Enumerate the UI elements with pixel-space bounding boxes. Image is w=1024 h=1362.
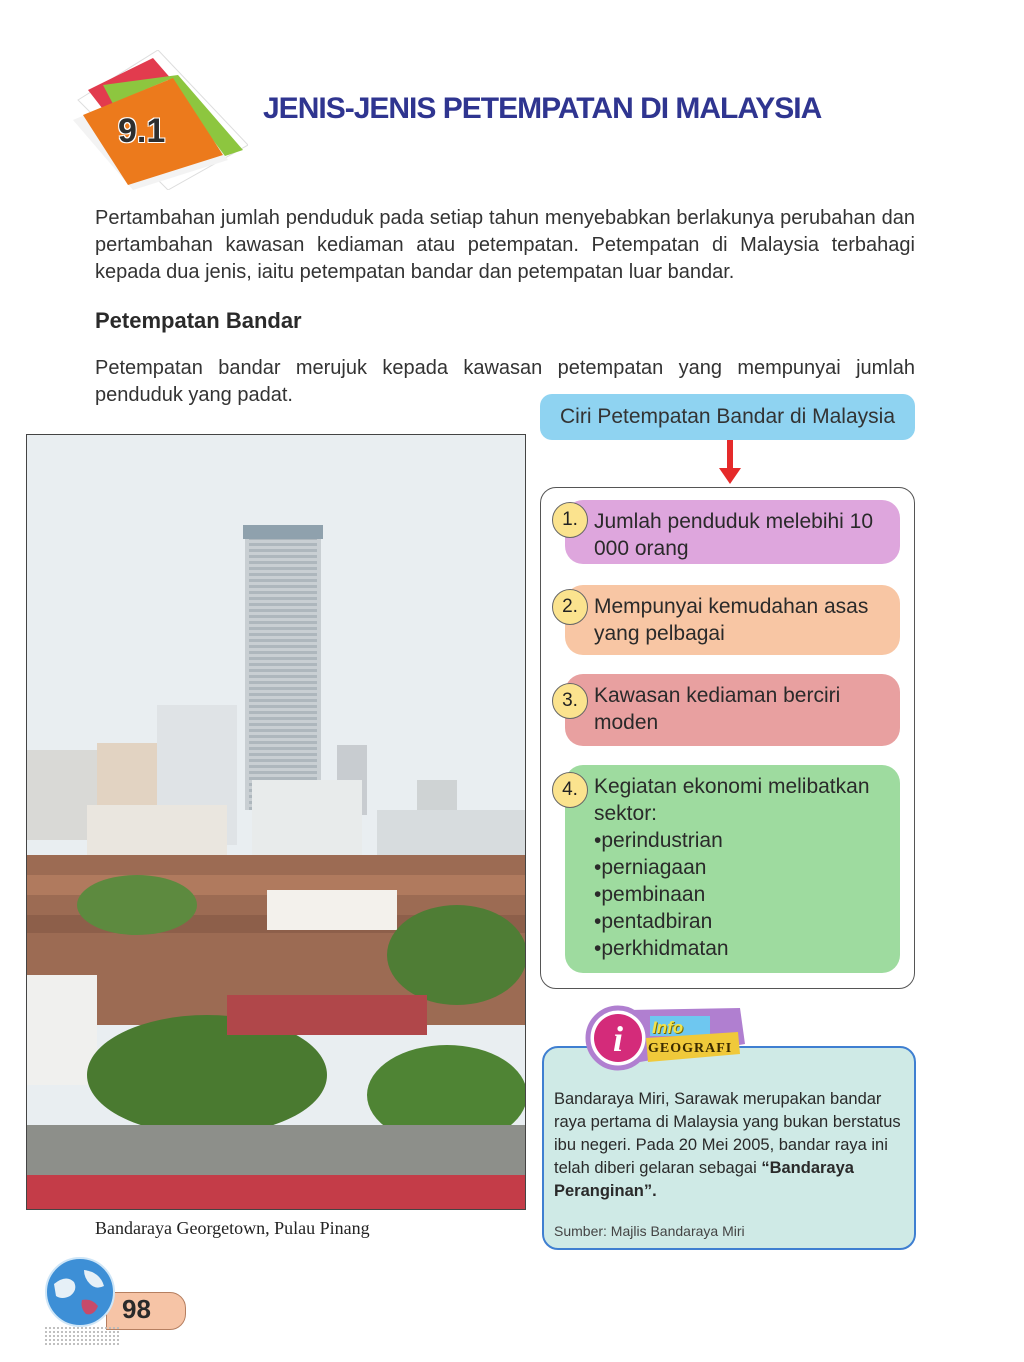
- geografi-label: GEOGRAFI: [648, 1041, 733, 1056]
- list-item: • perkhidmatan: [594, 935, 890, 962]
- ciri-item-text: Jumlah penduduk melebihi 10 000 orang: [594, 510, 874, 560]
- info-source: Sumber: Majlis Bandaraya Miri: [554, 1223, 745, 1239]
- info-label: Info: [652, 1018, 684, 1037]
- info-icon: [580, 1004, 750, 1074]
- info-body: Bandaraya Miri, Sarawak merupakan bandar raya pertama di Malaysia yang bukan berstatus ibu negeri. Pada 20 Mei 2005, bandar raya ini telah diberi gelaran sebagai: [554, 1090, 901, 1177]
- info-emphasis: “Bandaraya Peranginan”.: [554, 1159, 854, 1200]
- photo-caption: Bandaraya Georgetown, Pulau Pinang: [95, 1218, 370, 1238]
- ciri-header: Ciri Petempatan Bandar di Malaysia: [540, 394, 915, 440]
- list-item: • perniagaan: [594, 854, 890, 881]
- ciri-item-1: [565, 500, 900, 564]
- intro-paragraph: Pertambahan jumlah penduduk pada setiap tahun menyebabkan berlakunya perubahan dan pertambahan kawasan kediaman atau petempatan. Petempatan di Malaysia terbahagi kepada dua jenis, iaitu petempatan bandar dan petempatan luar bandar.: [95, 207, 915, 283]
- info-text: [554, 1088, 906, 1203]
- list-item: • perindustrian: [594, 827, 890, 854]
- definition-paragraph: Petempatan bandar merujuk kepada kawasan petempatan yang mempunyai jumlah penduduk yang padat.: [95, 357, 915, 406]
- arrow-down-icon: [717, 440, 743, 486]
- list-item: • pembinaan: [594, 881, 890, 908]
- ciri-number-1: 1.: [552, 502, 588, 538]
- ciri-number-4: 4.: [552, 772, 588, 808]
- sector-list: [594, 827, 890, 962]
- subheading: Petempatan Bandar: [95, 308, 302, 333]
- svg-text:i: i: [612, 1019, 624, 1059]
- ciri-number-2: 2.: [552, 589, 588, 625]
- ciri-number-3: 3.: [552, 683, 588, 719]
- page-number: 98: [122, 1294, 151, 1324]
- ciri-item-3: [565, 674, 900, 746]
- ciri-item-2: [565, 585, 900, 655]
- section-number: 9.1: [118, 112, 166, 150]
- list-item: • pentadbiran: [594, 908, 890, 935]
- page-title: JENIS-JENIS PETEMPATAN DI MALAYSIA: [263, 92, 822, 125]
- ciri-item-4: [565, 765, 900, 973]
- globe-icon: [44, 1256, 116, 1328]
- ciri-item-text: Mempunyai kemudahan asas yang pelbagai: [594, 595, 869, 645]
- dot-pattern: [44, 1326, 119, 1346]
- ciri-item-text: Kawasan kediaman berciri moden: [594, 684, 841, 734]
- ciri-item-text: Kegiatan ekonomi melibatkan sektor:: [594, 775, 870, 825]
- city-photo: [26, 434, 526, 1210]
